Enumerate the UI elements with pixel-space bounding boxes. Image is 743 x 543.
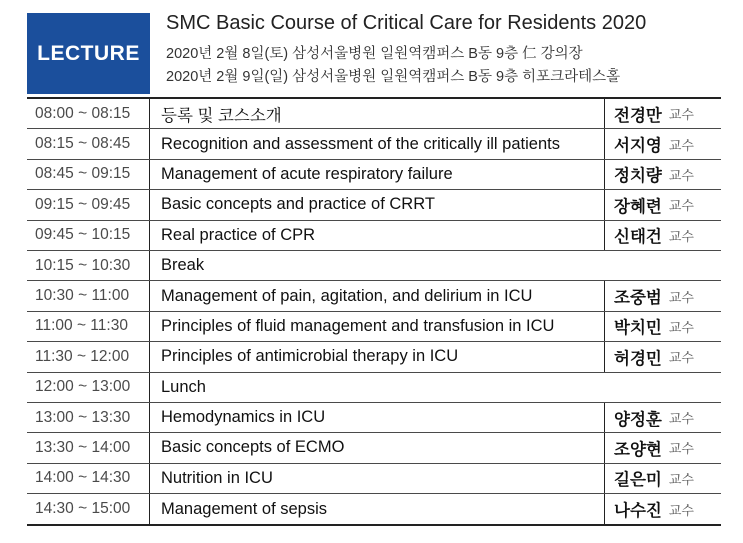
time-cell: 14:00 ~ 14:30 xyxy=(27,464,150,493)
speaker-cell xyxy=(604,312,721,341)
schedule-row xyxy=(27,312,721,342)
time-cell: 12:00 ~ 13:00 xyxy=(27,373,150,402)
venue-line-day1: 2020년 2월 8일(토) 삼성서울병원 일원역캠퍼스 B동 9층 仁 강의장 xyxy=(166,46,583,62)
speaker-cell xyxy=(604,160,721,189)
speaker-cell xyxy=(604,99,721,128)
speaker-cell xyxy=(604,190,721,219)
schedule-row xyxy=(27,99,721,129)
speaker-role: 교수 xyxy=(668,107,694,123)
speaker-role: 교수 xyxy=(668,502,694,518)
schedule-row xyxy=(27,221,721,251)
time-cell: 08:45 ~ 09:15 xyxy=(27,160,150,189)
time-cell: 08:15 ~ 08:45 xyxy=(27,129,150,158)
session-title-cell: Principles of antimicrobial therapy in ICU xyxy=(161,347,459,366)
time-cell: 14:30 ~ 15:00 xyxy=(27,494,150,524)
schedule-table xyxy=(27,97,721,526)
time-cell: 13:30 ~ 14:00 xyxy=(27,433,150,462)
speaker-cell xyxy=(604,281,721,310)
schedule-row xyxy=(27,190,721,220)
speaker-role: 교수 xyxy=(668,228,694,244)
schedule-row xyxy=(27,160,721,190)
speaker-role: 교수 xyxy=(668,167,694,183)
session-title-cell: Real practice of CPR xyxy=(161,225,316,244)
schedule-row xyxy=(27,129,721,159)
lecture-badge: LECTURE xyxy=(27,13,150,94)
time-cell: 11:30 ~ 12:00 xyxy=(27,342,150,371)
schedule-row xyxy=(27,281,721,311)
session-title-cell: Basic concepts of ECMO xyxy=(161,438,345,457)
speaker-role: 교수 xyxy=(668,289,694,305)
speaker-cell xyxy=(604,464,721,493)
time-cell: 09:15 ~ 09:45 xyxy=(27,190,150,219)
session-title-cell: Management of pain, agitation, and delirium in ICU xyxy=(161,286,533,305)
speaker-name: 허경민 xyxy=(614,349,662,368)
venue-line-day2: 2020년 2월 9일(일) 삼성서울병원 일원역캠퍼스 B동 9층 히포크라테스홀 xyxy=(166,69,621,85)
speaker-name: 길은미 xyxy=(614,471,662,490)
schedule-row xyxy=(27,342,721,372)
time-cell: 13:00 ~ 13:30 xyxy=(27,403,150,432)
speaker-cell xyxy=(604,403,721,432)
time-cell: 09:45 ~ 10:15 xyxy=(27,221,150,250)
speaker-name: 양정훈 xyxy=(614,410,662,429)
time-cell: 08:00 ~ 08:15 xyxy=(27,99,150,128)
time-cell: 11:00 ~ 11:30 xyxy=(27,312,150,341)
speaker-role: 교수 xyxy=(668,471,694,487)
session-title-cell: Management of acute respiratory failure xyxy=(161,164,453,183)
speaker-name: 조양현 xyxy=(614,440,662,459)
speaker-role: 교수 xyxy=(668,319,694,335)
speaker-cell xyxy=(604,342,721,371)
course-title: SMC Basic Course of Critical Care for Residents 2020 xyxy=(166,12,647,34)
time-cell: 10:30 ~ 11:00 xyxy=(27,281,150,310)
speaker-cell xyxy=(604,494,721,524)
session-title-cell: 등록 및 코스소개 xyxy=(161,106,282,125)
speaker-role: 교수 xyxy=(668,411,694,427)
schedule-row xyxy=(27,251,721,281)
time-cell: 10:15 ~ 10:30 xyxy=(27,251,150,280)
speaker-role: 교수 xyxy=(668,350,694,366)
speaker-role: 교수 xyxy=(668,198,694,214)
schedule-row xyxy=(27,403,721,433)
session-title-cell: Basic concepts and practice of CRRT xyxy=(161,195,435,214)
session-title-cell: Lunch xyxy=(161,377,206,396)
session-title-cell: Management of sepsis xyxy=(161,499,328,518)
speaker-name: 정치량 xyxy=(614,167,662,186)
speaker-name: 전경만 xyxy=(614,106,662,125)
speaker-role: 교수 xyxy=(668,137,694,153)
speaker-cell xyxy=(604,129,721,158)
session-title-cell: Nutrition in ICU xyxy=(161,468,273,487)
speaker-name: 서지영 xyxy=(614,137,662,156)
schedule-row xyxy=(27,464,721,494)
speaker-name: 박치민 xyxy=(614,319,662,338)
schedule-row xyxy=(27,494,721,524)
speaker-name: 조중범 xyxy=(614,289,662,308)
schedule-row xyxy=(27,373,721,403)
speaker-role: 교수 xyxy=(668,441,694,457)
speaker-cell xyxy=(604,433,721,462)
speaker-name: 나수진 xyxy=(614,502,662,521)
session-title-cell: Recognition and assessment of the critically ill patients xyxy=(161,134,560,153)
session-title-cell: Principles of fluid management and transfusion in ICU xyxy=(161,316,555,335)
speaker-cell xyxy=(604,221,721,250)
speaker-name: 장혜련 xyxy=(614,197,662,216)
speaker-name: 신태건 xyxy=(614,228,662,247)
session-title-cell: Hemodynamics in ICU xyxy=(161,408,326,427)
schedule-row xyxy=(27,433,721,463)
session-title-cell: Break xyxy=(161,256,205,275)
